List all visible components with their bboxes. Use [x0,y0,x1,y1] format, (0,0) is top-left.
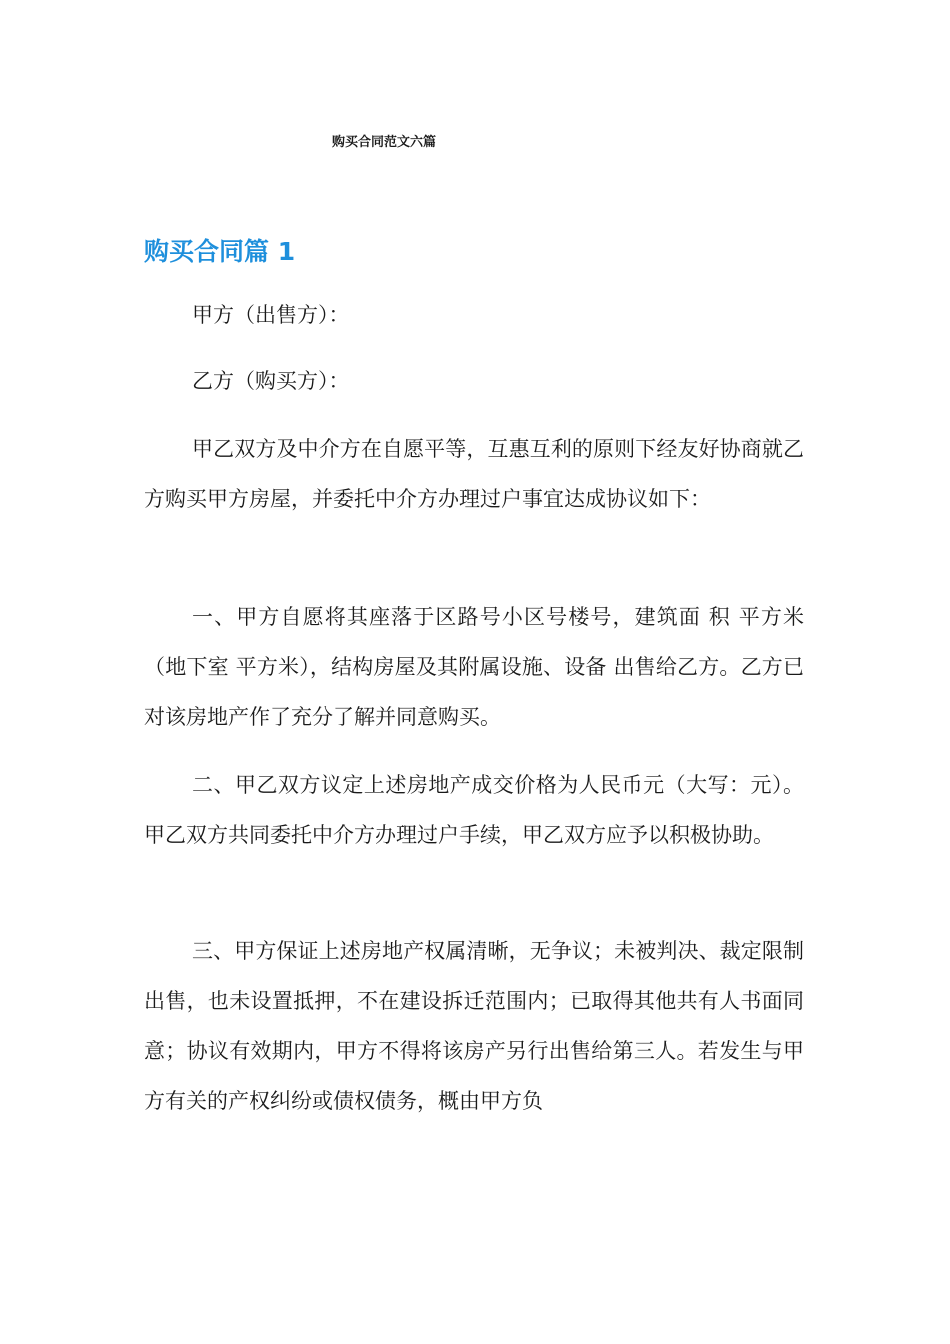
intro-paragraph: 甲乙双方及中介方在自愿平等，互惠互利的原则下经友好协商就乙方购买甲方房屋，并委托中介方办理过户事宜达成协议如下： [144,437,804,511]
section-heading: 购买合同篇 1 [144,237,296,266]
party-b-line: 乙方（购买方）： [192,369,350,393]
clause-1-paragraph: 一、甲方自愿将其座落于区路号小区号楼号，建筑面 积 平方米（地下室 平方米），结构房屋及其附属设施、设备 出售给乙方。乙方已对该房地产作了充分了解并同意购买。 [144,605,804,729]
party-a-line: 甲方（出售方）： [192,303,350,327]
clause-3-paragraph: 三、甲方保证上述房地产权属清晰，无争议；未被判决、裁定限制出售，也未设置抵押，不在建设拆迁范围内；已取得其他共有人书面同意；协议有效期内，甲方不得将该房产另行出售给第三人。若发生与甲方有关的产权纠纷或债权债务，概由甲方负 [144,939,804,1113]
clause-2-paragraph: 二、甲乙双方议定上述房地产成交价格为人民币元（大写：元）。甲乙双方共同委托中介方办理过户手续，甲乙双方应予以积极协助。 [144,773,804,847]
document-title: 购买合同范文六篇 [332,135,437,150]
